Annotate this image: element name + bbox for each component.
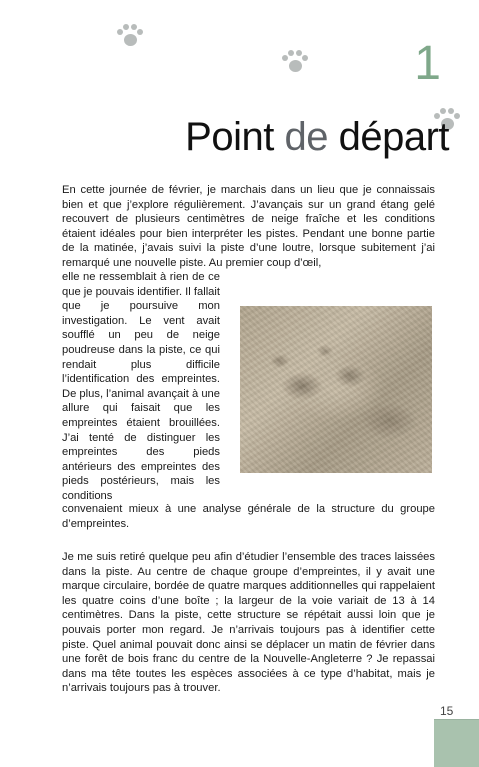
paw-print-icon	[115, 24, 145, 50]
paragraph-1-top: En cette journée de février, je marchais dans un lieu que je connaissais bien et que j’explore régulièrement. J’avançais sur un grand étang gelé recouvert de plusieurs centimètres de neige fraîche et les conditions étaient idéales pour bien interpréter les pistes. Pendant une bonne partie de la matinée, j’avais suivi la piste d’une loutre, lorsque subitement j’ai remarqué une nouvelle piste. Au premier coup d’œil,	[62, 184, 435, 269]
paragraph-2: Je me suis retiré quelque peu afin d’étudier l’ensemble des traces laissées dans la piste. Au centre de chaque groupe d’empreintes, il y avait une marque circulaire, bordée de quatre marques additionnelles qui rappelaient les quatre coins d’une boîte ; la largeur de la voie variait de 13 à 14 centimètres. Dans la piste, cette structure se répétait aussi loin que je pouvais porter mon regard. Je n’arrivais toujours pas à identifier cette piste. Quel animal pouvait donc ainsi se déplacer un matin de février dans une forêt de bois franc du centre de la Nouvelle-Angleterre ? Je repassai dans ma tête toutes les espèces associées à ce type d’habitat, mais je n’arrivais toujours pas à trouver.	[62, 551, 435, 695]
chapter-number: 1	[414, 37, 441, 90]
paragraph-1-wrap: elle ne ressemblait à rien de ce que je pouvais identifier. Il fallait que je poursuive mon investigation. Le vent avait soufflé un peu de neige poudreuse dans la piste, ce qui rendait plus difficile l’identification des empreintes. De plus, l’animal avançait à une allure qui faisait que les empreintes étaient brouillées. J’ai tenté de distinguer les empreintes des pieds antérieurs des empreintes des pieds postérieurs, mais les conditions	[62, 271, 220, 502]
chapter-title	[0, 114, 449, 160]
title-part-point: Point	[185, 115, 285, 159]
photo-texture	[240, 306, 432, 473]
page-number: 15	[440, 704, 454, 718]
paragraph-1-bottom: convenaient mieux à une analyse générale de la structure du groupe d’empreintes.	[62, 503, 435, 530]
footprint-photo	[240, 306, 432, 473]
title-part-depart: départ	[327, 115, 449, 159]
title-part-de: de	[284, 115, 328, 159]
paw-print-icon	[280, 50, 310, 76]
footer-color-bar	[434, 720, 479, 767]
